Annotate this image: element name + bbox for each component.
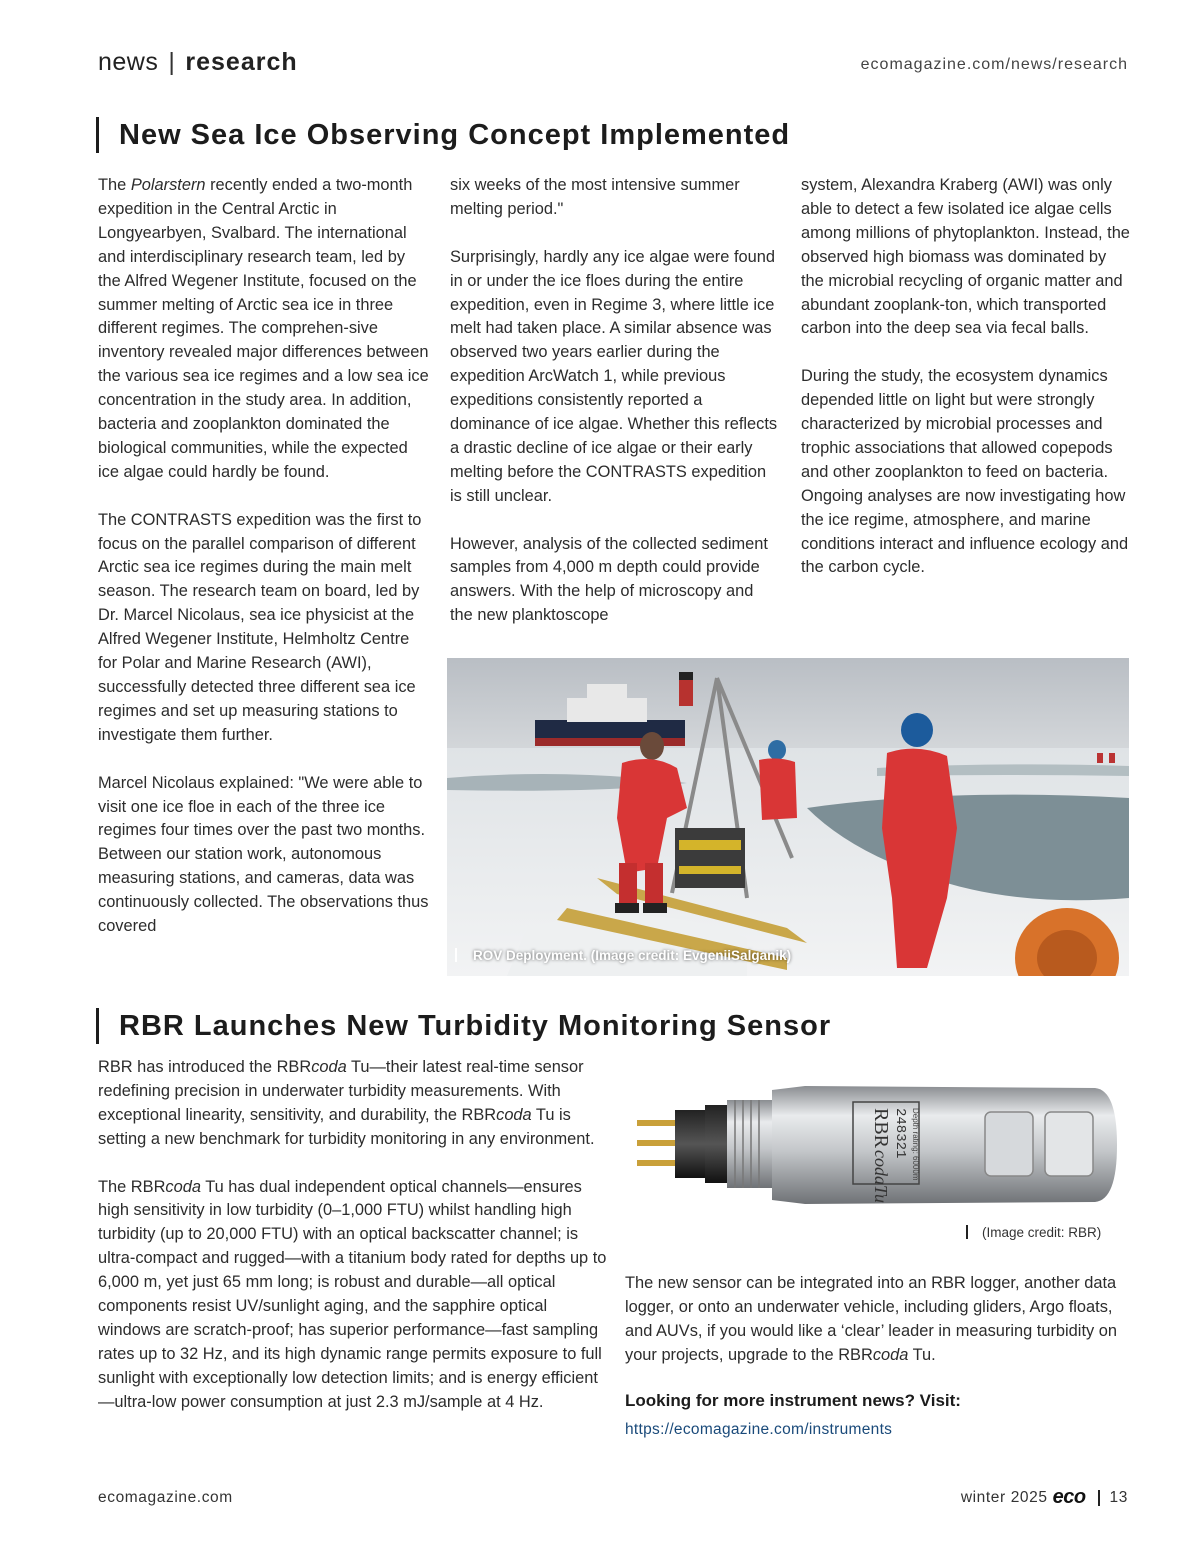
sensor-model-text: codaTu bbox=[871, 1150, 891, 1204]
article1-col1-paragraph-2: The CONTRASTS expedition was the first to focus on the parallel comparison of different Arctic sea ice regimes during the main melt season. The research team on board, led by Dr. Marcel Nicolaus, sea ice physicist at the Alfred Wegener Institute, Helmholtz Centre for Polar and Marine Research (AWI), successfully detected three different sea ice regimes and set up measuring stations to investigate them further. bbox=[98, 510, 422, 744]
article2-left-column bbox=[98, 1056, 610, 1415]
ship-name-italic: Polarstern bbox=[130, 176, 206, 194]
section-separator: | bbox=[168, 48, 176, 76]
italic-coda: coda bbox=[872, 1345, 909, 1364]
italic-coda: coda bbox=[311, 1058, 347, 1076]
optical-window bbox=[985, 1112, 1033, 1176]
text-run: The new sensor can be integrated into an RBR logger, another data logger, or onto an underwater vehicle, including gliders, Argo floats, and AUVs, if you would like a ‘clear’ leader in measuring turbidity on your projects, upgrade to the RBR bbox=[625, 1274, 1117, 1364]
article1-col2-paragraph-3: However, analysis of the collected sediment samples from 4,000 m depth could provide answers. With the help of microscopy and the new planktoscope bbox=[450, 534, 768, 625]
article1-column-1 bbox=[98, 174, 430, 939]
sensor-illustration bbox=[625, 1070, 1130, 1220]
rbr-sensor-image bbox=[625, 1070, 1130, 1220]
photo-caption-text: ROV Deployment. (Image credit: EvgeniiSalganik) bbox=[473, 948, 792, 963]
article1-title: New Sea Ice Observing Concept Implemented bbox=[96, 117, 790, 153]
italic-coda: coda bbox=[165, 1177, 201, 1196]
footer-issue: winter 2025 bbox=[960, 1488, 1048, 1506]
sensor-brand-text: RBR bbox=[870, 1108, 892, 1149]
article2-right-paragraph bbox=[625, 1272, 1130, 1368]
article1-col3-paragraph-2: During the study, the ecosystem dynamics depended little on light but were strongly characterized by microbial processes and trophic associations that allowed copepods and other zooplankton to feed on bacteria. Ongoing analyses are now investigating how the ice regime, atmosphere, and marine conditions interact and influence ecology and the carbon cycle. bbox=[801, 367, 1129, 577]
text-run: Tu—their latest real-time sensor redefining precision in underwater turbidity measurements. With exceptional linearity, sensitivity, and durability, the RBR bbox=[98, 1058, 584, 1124]
sensor-serial-text: 248321 bbox=[892, 1108, 908, 1159]
more-news-heading: Looking for more instrument news? Visit: bbox=[625, 1391, 961, 1410]
sensor-caption-text: (Image credit: RBR) bbox=[982, 1225, 1102, 1240]
text-run: Tu is setting a new benchmark for turbidity monitoring in any environment. bbox=[98, 1105, 595, 1148]
article1-col1-paragraph-3: Marcel Nicolaus explained: "We were able to visit one ice floe in each of the three ice regimes four times over the past two months. Between our station work, autonomous measuring stations, and cameras, data was continuously collected. The observations thus covered bbox=[98, 773, 429, 936]
instruments-link[interactable]: https://ecomagazine.com/instruments bbox=[625, 1421, 893, 1438]
article1-column-3 bbox=[801, 174, 1131, 580]
page-number: 13 bbox=[1109, 1488, 1128, 1506]
article1-col1-paragraph-1 bbox=[98, 174, 430, 485]
sensor-caption bbox=[966, 1225, 1101, 1240]
article1-column-2 bbox=[450, 174, 780, 628]
rov-vehicle bbox=[675, 828, 745, 888]
subsection-label: research bbox=[185, 48, 298, 76]
text-run: Tu. bbox=[908, 1345, 936, 1364]
footer-separator bbox=[1098, 1490, 1100, 1506]
article1-col2-paragraph-2: Surprisingly, hardly any ice algae were found in or under the ice floes during the entire expedition, even in Regime 3, where little ice melt had taken place. A similar absence was observed two years earlier during the expedition ArcWatch 1, while previous expeditions consistently reported a dominance of ice algae. Whether this reflects a drastic decline of ice algae or their early melting before the CONTRASTS expedition is still unclear. bbox=[450, 247, 778, 505]
sensor-rating-text: Depth rating: 6000m bbox=[911, 1108, 920, 1181]
caption-bar bbox=[966, 1225, 968, 1239]
optical-window bbox=[1045, 1112, 1093, 1176]
article2-paragraph-1 bbox=[98, 1056, 610, 1152]
text-run: The bbox=[98, 176, 131, 194]
text-run: recently ended a two-month expedition in the Central Arctic in Longyearbyen, Svalbard. The international and interdisciplinary research team, led by the Alfred Wegener Institute, focused on the summer melting of Arctic sea ice in three different regimes. The comprehen-sive inventory revealed major differences between the various sea ice regimes and a low sea ice concentration in the study area. In addition, bacteria and zooplankton dominated the biological communities, while the expected ice algae could hardly be found. bbox=[98, 176, 429, 481]
header-url[interactable]: ecomagazine.com/news/research bbox=[860, 56, 1128, 73]
article2-paragraph-2 bbox=[98, 1176, 610, 1415]
text-run: The RBR bbox=[98, 1177, 166, 1196]
caption-bar bbox=[455, 948, 457, 962]
article1-col3-paragraph-1: system, Alexandra Kraberg (AWI) was only able to detect a few isolated ice algae cells among millions of phytoplankton. Instead, the observed high biomass was dominated by the microbial recycling of organic matter and abundant zooplank-ton, which transported carbon into the deep sea via fecal balls. bbox=[801, 176, 1130, 338]
rov-deployment-photo bbox=[447, 658, 1129, 976]
article1-col2-paragraph-1: six weeks of the most intensive summer melting period." bbox=[450, 176, 740, 218]
text-run: RBR has introduced the RBR bbox=[98, 1058, 312, 1076]
italic-coda: coda bbox=[496, 1105, 532, 1124]
section-header bbox=[98, 48, 298, 77]
footer-site: ecomagazine.com bbox=[98, 1489, 233, 1506]
text-run: Tu has dual independent optical channels—ensures high sensitivity in low turbidity (0–1,000 FTU) whilst handling high turbidity (up to 20,000 FTU) with an optical backscatter channel; is ultra-compact and rugged—with a titanium body rated for depths up to 6,000 m, yet just 65 mm long; is robust and durable—all optical components resist UV/sunlight aging, and the sapphire optical windows are scratch-proof; has superior performance—fast sampling rates up to 32 Hz, and its high dynamic range permits exposure to full sunlight with exceptionally low detection limits; and is energy efficient—ultra-low power consumption at just 2.3 mJ/sample at 4 Hz. bbox=[98, 1177, 607, 1411]
photo-caption bbox=[455, 948, 791, 963]
section-label: news bbox=[98, 48, 159, 76]
photo-illustration bbox=[447, 658, 1129, 976]
connector-pin bbox=[637, 1120, 677, 1126]
footer-brand-logo: eco bbox=[1052, 1486, 1086, 1508]
article2-title: RBR Launches New Turbidity Monitoring Sensor bbox=[96, 1008, 831, 1044]
footer-issue-info bbox=[961, 1486, 1128, 1509]
